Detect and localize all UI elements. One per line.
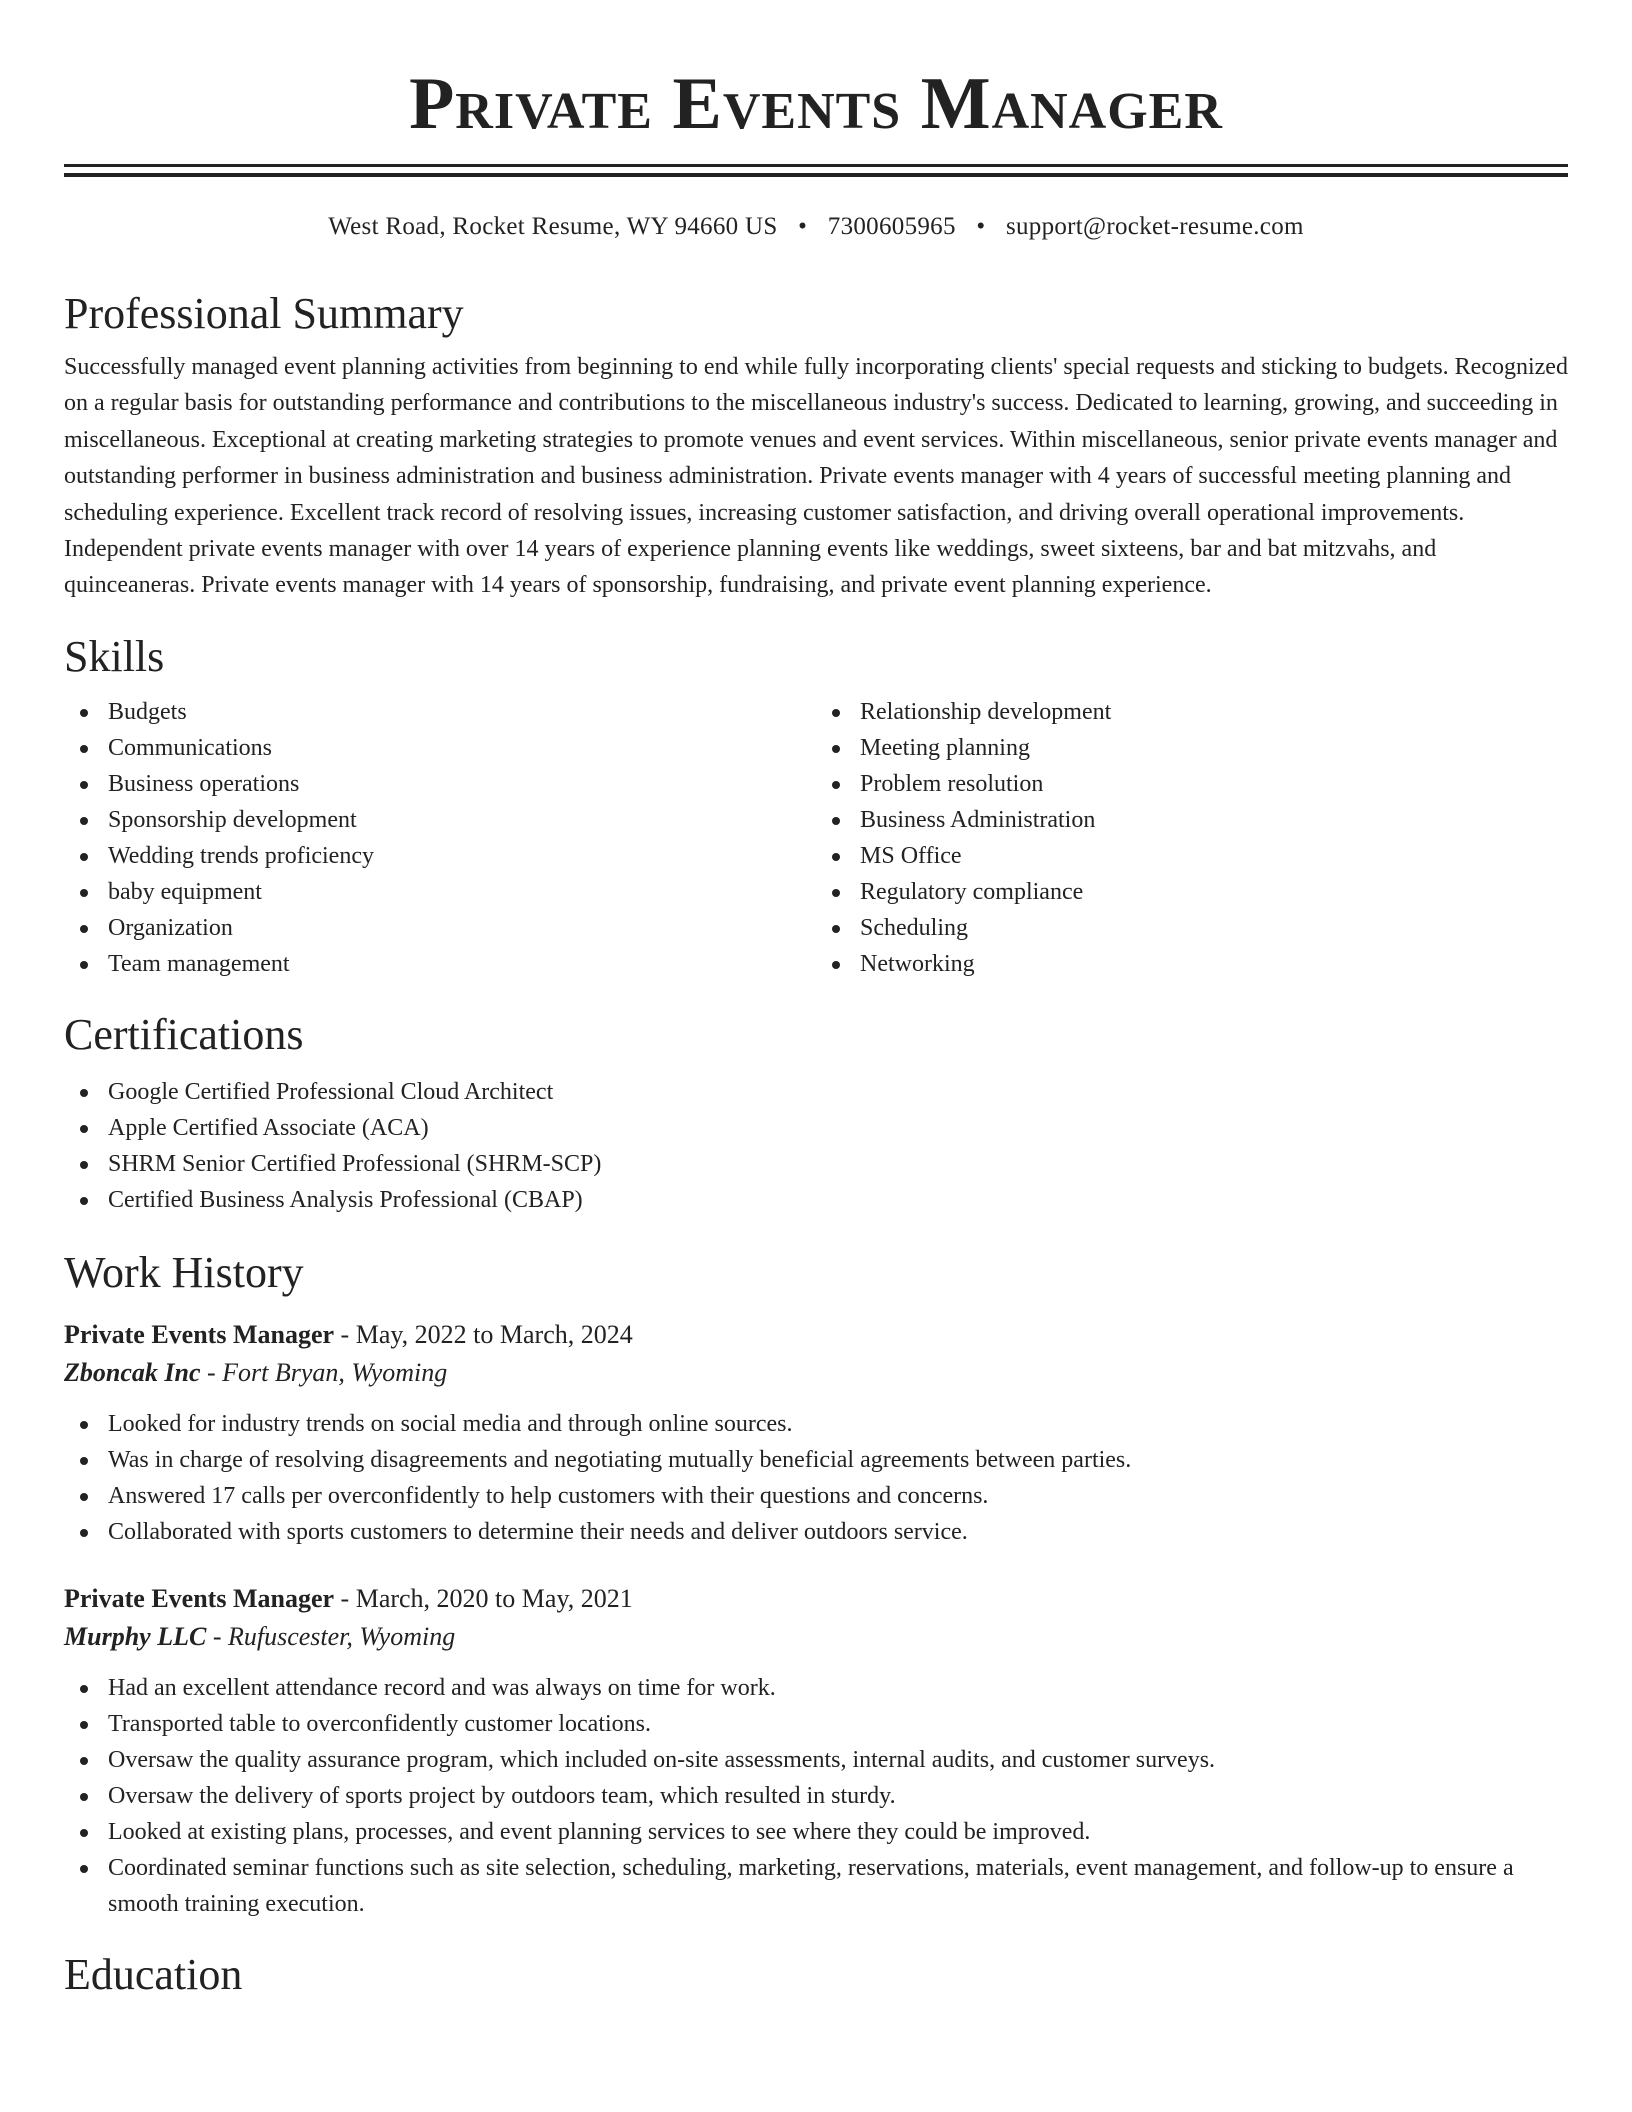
job-dates: - May, 2022 to March, 2024 [334, 1319, 633, 1349]
job-title: Private Events Manager [64, 1319, 335, 1349]
skill-item: Team management [108, 946, 816, 982]
summary-heading: Professional Summary [64, 289, 464, 338]
skill-item: Budgets [108, 694, 816, 730]
job-title-line [64, 1316, 1568, 1354]
skill-item: Relationship development [860, 694, 1568, 730]
skill-item: baby equipment [108, 874, 816, 910]
job-bullet: Collaborated with sports customers to determine their needs and deliver outdoors service. [108, 1514, 1568, 1550]
skills-heading: Skills [64, 631, 165, 681]
skill-item: Scheduling [860, 910, 1568, 946]
skill-item: Communications [108, 730, 816, 766]
certification-item: Google Certified Professional Cloud Architect [108, 1074, 1568, 1110]
job-title: Private Events Manager [64, 1583, 335, 1613]
summary-text: Successfully managed event planning activities from beginning to end while fully incorporating clients' special requests and sticking to budgets. Recognized on a regular basis for outstanding performance and contributions to the miscellaneous industry's success. Dedicated to learning, growing, and succeeding in miscellaneous. Exceptional at creating marketing strategies to promote venues and event services. Within miscellaneous, senior private events manager and outstanding performer in business administration and business administration. Private events manager with 4 years of successful meeting planning and scheduling experience. Excellent track record of resolving issues, increasing customer satisfaction, and driving overall operational improvements. Independent private events manager with over 14 years of experience planning events like weddings, sweet sixteens, bar and bat mitzvahs, and quinceaneras. Private events manager with 14 years of sponsorship, fundraising, and private event planning experience. [64, 354, 1568, 599]
skill-item: Organization [108, 910, 816, 946]
skill-item: Wedding trends proficiency [108, 838, 816, 874]
education-heading: Education [64, 1949, 243, 1999]
contact-separator: • [798, 213, 808, 240]
skill-item: Problem resolution [860, 766, 1568, 802]
job-bullet: Had an excellent attendance record and was always on time for work. [108, 1670, 1568, 1706]
certification-item: Apple Certified Associate (ACA) [108, 1110, 1568, 1146]
certifications-heading: Certifications [64, 1009, 304, 1059]
contact-line [64, 211, 1568, 243]
job-title-line [64, 1580, 1568, 1618]
job-bullet: Transported table to overconfidently customer locations. [108, 1706, 1568, 1742]
certification-item: SHRM Senior Certified Professional (SHRM-SCP) [108, 1146, 1568, 1182]
job-company-line [64, 1618, 1568, 1656]
job-bullet-list [64, 1406, 1568, 1550]
job-bullet: Coordinated seminar functions such as site selection, scheduling, marketing, reservations, materials, event management, and follow-up to ensure a smooth training execution. [108, 1850, 1568, 1922]
header-divider-top [64, 164, 1568, 167]
job-bullet: Looked for industry trends on social media and through online sources. [108, 1406, 1568, 1442]
certification-item: Certified Business Analysis Professional (CBAP) [108, 1182, 1568, 1218]
job-bullet-list [64, 1670, 1568, 1922]
job-entry [64, 1316, 1568, 1550]
job-dates: - March, 2020 to May, 2021 [334, 1583, 633, 1613]
resume-name-title: Private Events Manager [409, 63, 1223, 145]
certifications-list [64, 1074, 1568, 1218]
job-bullet: Oversaw the quality assurance program, which included on-site assessments, internal audits, and customer surveys. [108, 1742, 1568, 1778]
skill-item: MS Office [860, 838, 1568, 874]
job-location: - Fort Bryan, Wyoming [200, 1357, 448, 1387]
skill-item: Sponsorship development [108, 802, 816, 838]
contact-email: support@rocket-resume.com [1005, 213, 1304, 240]
job-company-line [64, 1354, 1568, 1392]
skill-item: Meeting planning [860, 730, 1568, 766]
skill-item: Networking [860, 946, 1568, 982]
job-bullet: Oversaw the delivery of sports project by outdoors team, which resulted in sturdy. [108, 1778, 1568, 1814]
skills-list-left [64, 694, 816, 982]
job-bullet: Answered 17 calls per overconfidently to help customers with their questions and concerns. [108, 1478, 1568, 1514]
job-location: - Rufuscester, Wyoming [206, 1621, 456, 1651]
job-bullet: Looked at existing plans, processes, and event planning services to see where they could be improved. [108, 1814, 1568, 1850]
skill-item: Business Administration [860, 802, 1568, 838]
skills-list-right [816, 694, 1568, 982]
skill-item: Business operations [108, 766, 816, 802]
skills-columns [64, 694, 1568, 982]
job-company: Zboncak Inc [64, 1357, 201, 1387]
skill-item: Regulatory compliance [860, 874, 1568, 910]
work-history-heading: Work History [64, 1247, 304, 1297]
job-entry [64, 1580, 1568, 1922]
contact-phone: 7300605965 [827, 213, 956, 240]
job-bullet: Was in charge of resolving disagreements and negotiating mutually beneficial agreements between parties. [108, 1442, 1568, 1478]
contact-separator: • [976, 213, 986, 240]
job-company: Murphy LLC [64, 1621, 207, 1651]
contact-address: West Road, Rocket Resume, WY 94660 US [328, 213, 778, 240]
header-divider-bottom [64, 173, 1568, 177]
